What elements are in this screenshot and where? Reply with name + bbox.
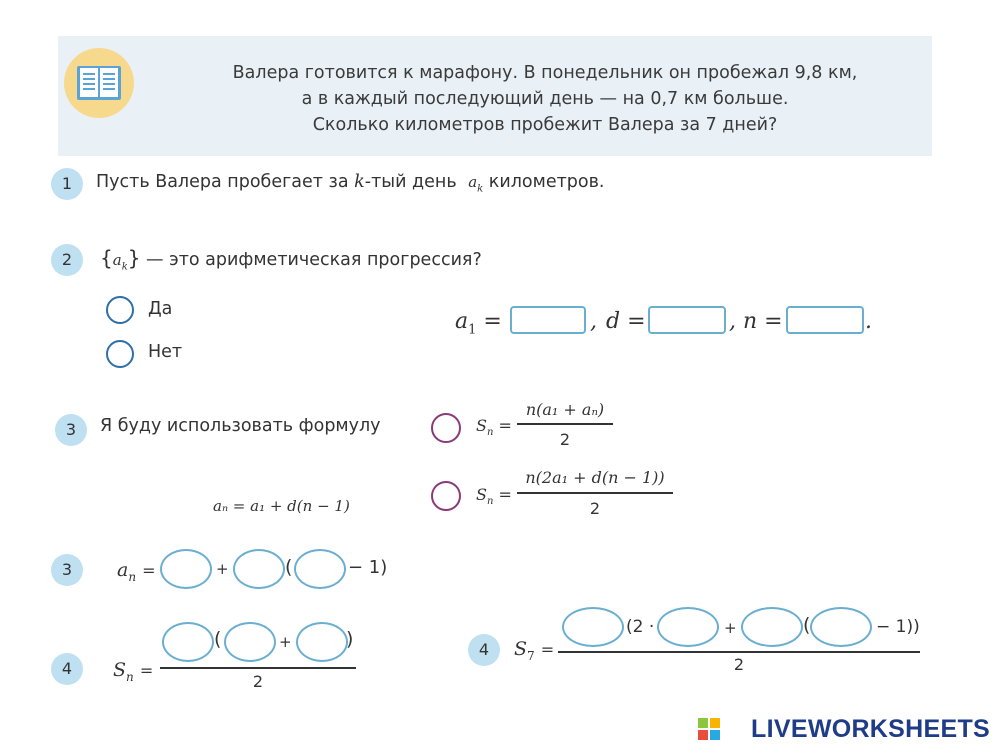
problem-text (175, 60, 915, 138)
n-var: n (743, 309, 758, 334)
step-number: 3 (55, 414, 87, 446)
radio-formula-2[interactable] (431, 481, 461, 511)
a1-eq: = (483, 309, 502, 334)
f1-numerator: n(a₁ + aₙ) (525, 400, 605, 419)
sn-input-an[interactable] (296, 622, 348, 662)
step1-k: k (354, 172, 365, 192)
s7-fraction-bar (558, 651, 920, 653)
s7-s: S (514, 638, 528, 660)
sn-fraction-bar (160, 667, 356, 669)
f2-numerator: n(2a₁ + d(n − 1)) (525, 468, 665, 487)
liveworksheets-logo-icon (698, 718, 720, 740)
a1-var: a (455, 309, 469, 334)
n-input[interactable] (786, 306, 864, 334)
n-eq: = (764, 309, 783, 334)
comma-2: , (729, 309, 736, 334)
problem-line-3: Сколько километров пробежит Валера за 7 дней? (312, 115, 778, 135)
an-open-paren: ( (285, 556, 293, 578)
sn-denominator: 2 (252, 672, 264, 691)
step2-text (100, 246, 482, 273)
sn-open-paren: ( (214, 628, 222, 650)
s7-minus-one: − 1)) (876, 617, 920, 637)
n-label (743, 309, 783, 334)
sn-input-a1[interactable] (224, 622, 276, 662)
sn-lhs (113, 659, 153, 684)
a1-label (455, 309, 502, 337)
sn-close-paren: ) (346, 628, 354, 650)
an-sub: n (128, 569, 137, 584)
f1-lhs (476, 416, 512, 438)
step-number: 3 (51, 554, 83, 586)
sn-s: S (113, 659, 127, 681)
brace-close: } (127, 246, 141, 270)
s7-input-n[interactable] (562, 607, 624, 647)
step2-a: a (112, 251, 122, 269)
an-input-d[interactable] (233, 549, 285, 589)
a1-input[interactable] (510, 306, 586, 334)
s7-eq: = (540, 640, 555, 659)
book-icon (64, 48, 134, 118)
problem-line-1: Валера готовится к марафону. В понедельник он пробежал 9,8 км, (232, 63, 858, 83)
an-input-a1[interactable] (160, 549, 212, 589)
step-number: 1 (51, 168, 83, 200)
d-var: d (606, 309, 621, 334)
radio-formula-1[interactable] (431, 413, 461, 443)
s7-plus: + (724, 619, 737, 637)
option-no-label: Нет (148, 342, 183, 362)
f1-denominator: 2 (559, 430, 571, 449)
step2-sub: k (121, 261, 128, 273)
f1-s: S (476, 416, 487, 435)
f1-fraction-bar (517, 423, 613, 425)
d-input[interactable] (648, 306, 726, 334)
an-input-n[interactable] (294, 549, 346, 589)
comma-1: , (590, 309, 597, 334)
period: . (865, 309, 872, 334)
an-eq: = (142, 561, 156, 580)
step1-sub: k (477, 183, 484, 195)
sn-input-n[interactable] (162, 622, 214, 662)
an-minus-one: − 1) (348, 557, 388, 578)
s7-open-paren: ( (803, 614, 811, 636)
f2-lhs (476, 485, 512, 507)
s7-two-times: (2 · (626, 617, 655, 637)
problem-line-2: а в каждый последующий день — на 0,7 км больше. (301, 89, 789, 109)
step1-a: a (468, 173, 478, 191)
d-label (606, 309, 646, 334)
a1-sub: 1 (468, 322, 477, 338)
step1-text-b: -тый день (364, 172, 463, 192)
step-number: 4 (51, 653, 83, 685)
s7-input-a1[interactable] (657, 607, 719, 647)
s7-sub: 7 (527, 648, 535, 663)
f2-sub: n (486, 496, 494, 508)
option-yes-label: Да (148, 299, 173, 319)
sn-plus: + (279, 633, 292, 651)
an-a: a (117, 559, 129, 581)
f2-denominator: 2 (589, 499, 601, 518)
radio-no[interactable] (106, 340, 134, 368)
sn-eq: = (139, 661, 154, 680)
f2-s: S (476, 485, 487, 504)
step1-text-c: километров. (483, 172, 605, 192)
f1-eq: = (498, 416, 512, 435)
s7-input-d[interactable] (741, 607, 803, 647)
liveworksheets-logo[interactable]: LIVEWORKSHEETS (751, 715, 990, 743)
step3-text: Я буду использовать формулу (100, 416, 381, 436)
s7-input-n2[interactable] (810, 607, 872, 647)
an-plus: + (216, 560, 229, 578)
step1-text-a: Пусть Валера пробегает за (96, 172, 355, 192)
f2-eq: = (498, 485, 512, 504)
step-number: 2 (51, 244, 83, 276)
f1-sub: n (486, 427, 494, 439)
step1-text (96, 172, 604, 195)
an-lhs (117, 559, 156, 584)
nth-term-formula: aₙ = a₁ + d(n − 1) (213, 497, 350, 515)
s7-lhs (514, 638, 554, 663)
f2-fraction-bar (517, 492, 673, 494)
d-eq: = (627, 309, 646, 334)
s7-denominator: 2 (733, 655, 745, 674)
radio-yes[interactable] (106, 296, 134, 324)
brace-open: { (100, 246, 113, 270)
sn-sub: n (126, 669, 134, 684)
step-number: 4 (468, 634, 500, 666)
step2-question: — это арифметическая прогрессия? (140, 250, 482, 270)
